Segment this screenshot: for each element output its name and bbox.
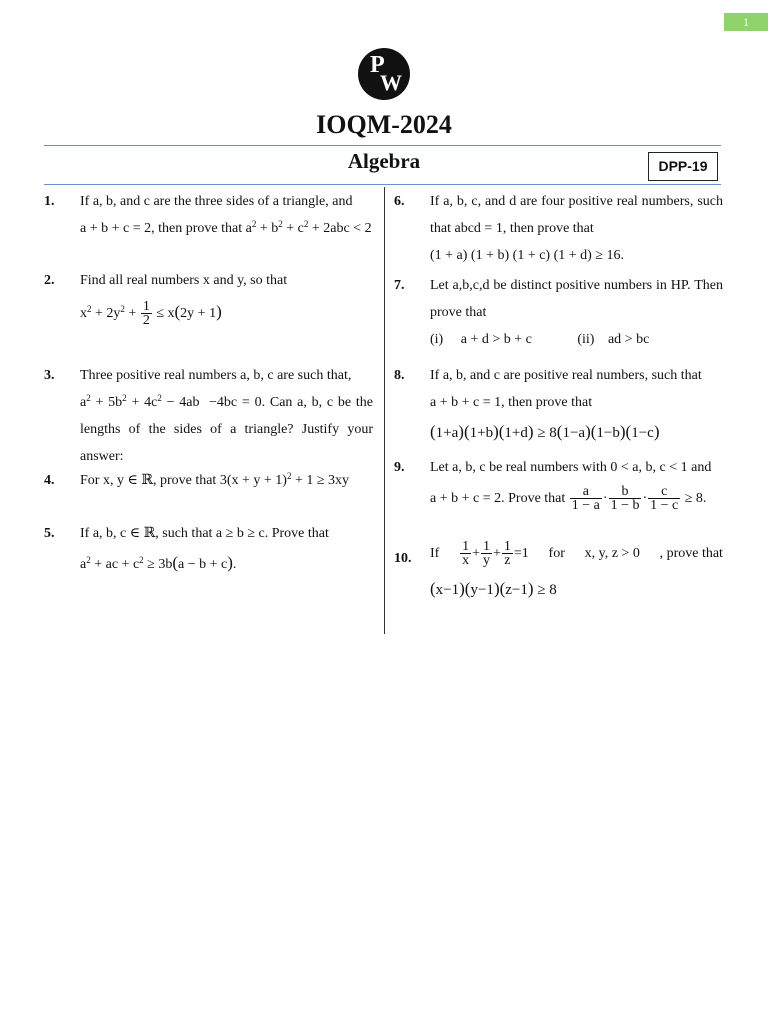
question-text: If a, b, and c are the three sides of a triangle, and	[80, 194, 353, 209]
math-reciprocal-sum: $\frac{1}{x}$ + $\frac{1}{y}$ + $\frac{1}{z}$ =1	[462, 539, 529, 569]
math-inequality: $a^2 + b^2 + c^2 + 2abc < 2$	[245, 219, 372, 236]
dpp-badge: DPP-19	[648, 152, 718, 181]
page-title: IOQM-2024	[316, 110, 452, 139]
math-inequality: $x^2 + 2y^2$ + $\frac{1}{2}$ ≤ x(2y + 1)	[80, 299, 222, 329]
column-divider	[384, 187, 385, 634]
question-text: , such that	[155, 526, 213, 541]
math-inequality: (1+a)(1+b)(1+d) ≥ 8(1−a)(1−b)(1−c)	[430, 422, 660, 441]
question-number: 2.	[44, 273, 55, 288]
question-text: , then prove that	[151, 221, 243, 236]
math-sum-condition: a + b + c = 2	[80, 221, 152, 236]
question-text: . Prove that	[501, 491, 566, 506]
page-number: 1	[724, 13, 768, 31]
math-inequality: $3(x + y + 1)^2 + 1 \ge 3xy$	[219, 471, 350, 488]
math-equation: $a^2 + 5b^2 + 4c^2 - 4ab -4bc = 0$	[80, 393, 262, 410]
math-inequality: $\frac{a}{1 - a}$ · $\frac{b}{1 - b}$ · $\frac{c}{1 - c}$ ≥ 8.	[571, 484, 707, 514]
question-text: Find all real numbers x and y, so that	[80, 273, 288, 288]
question-text: , prove that	[659, 546, 723, 562]
question-text: . Can a, b, c be the lengths of the sides of a triangle? Justify your answer:	[80, 395, 374, 464]
math-part-ii: ad > bc	[607, 332, 650, 347]
question-number: 7.	[394, 278, 405, 293]
question-text: , then prove that	[501, 395, 593, 410]
pw-logo	[358, 48, 410, 100]
header-rule-top	[44, 145, 721, 146]
part-label: (i)	[430, 332, 444, 347]
question-number: 3.	[44, 368, 55, 383]
question-number: 1.	[44, 194, 55, 209]
question-text: Let a, b, c be real numbers with	[430, 460, 607, 475]
question-text: If a, b, and c are positive real numbers, such that	[430, 368, 702, 383]
part-label: (ii)	[577, 332, 595, 347]
question-text: and	[691, 460, 712, 475]
subject-heading: Algebra	[347, 149, 421, 173]
question-number: 5.	[44, 526, 55, 541]
question-text: For	[80, 473, 100, 488]
math-sum-condition: a + b + c = 1	[430, 395, 502, 410]
question-text: , prove that	[152, 473, 217, 488]
math-range: 0 < a, b, c < 1	[610, 460, 688, 475]
question-text: Let a,b,c,d be distinct positive numbers in HP. Then prove that	[430, 278, 723, 320]
question-text: If a, b, c, and d are four positive real numbers, such that abcd = 1, then prove that	[430, 194, 723, 236]
question-text: . Prove that	[264, 526, 329, 541]
logo-letter-p: P	[370, 52, 385, 78]
math-domain: a, b, c ∈ ℝ	[92, 526, 156, 541]
question-text: If	[80, 526, 90, 541]
question-number: 4.	[44, 473, 55, 488]
math-inequality: (1 + a) (1 + b) (1 + c) (1 + d) ≥ 16.	[430, 248, 624, 263]
math-domain: x, y ∈ ℝ	[102, 473, 153, 488]
math-inequality: (x−1)(y−1)(z−1) ≥ 8	[430, 579, 557, 599]
math-sum-condition: a + b + c = 2	[430, 491, 502, 506]
question-number: 8.	[394, 368, 405, 383]
question-number: 10.	[394, 551, 412, 566]
question-number: 9.	[394, 460, 405, 475]
header-rule-bottom	[44, 184, 721, 185]
math-part-i: a + d > b + c	[460, 332, 532, 347]
question-text: If	[430, 546, 440, 562]
question-number: 6.	[394, 194, 405, 209]
math-order: a ≥ b ≥ c	[215, 526, 265, 541]
math-positivity: x, y, z > 0	[584, 546, 640, 562]
math-inequality: $a^2$ + ac + $c^2 \ge 3b(a - b + c)$.	[80, 553, 237, 572]
question-text: for	[548, 546, 565, 562]
logo-letter-w: W	[380, 70, 402, 95]
question-text: Three positive real numbers a, b, c are such that,	[80, 368, 352, 383]
